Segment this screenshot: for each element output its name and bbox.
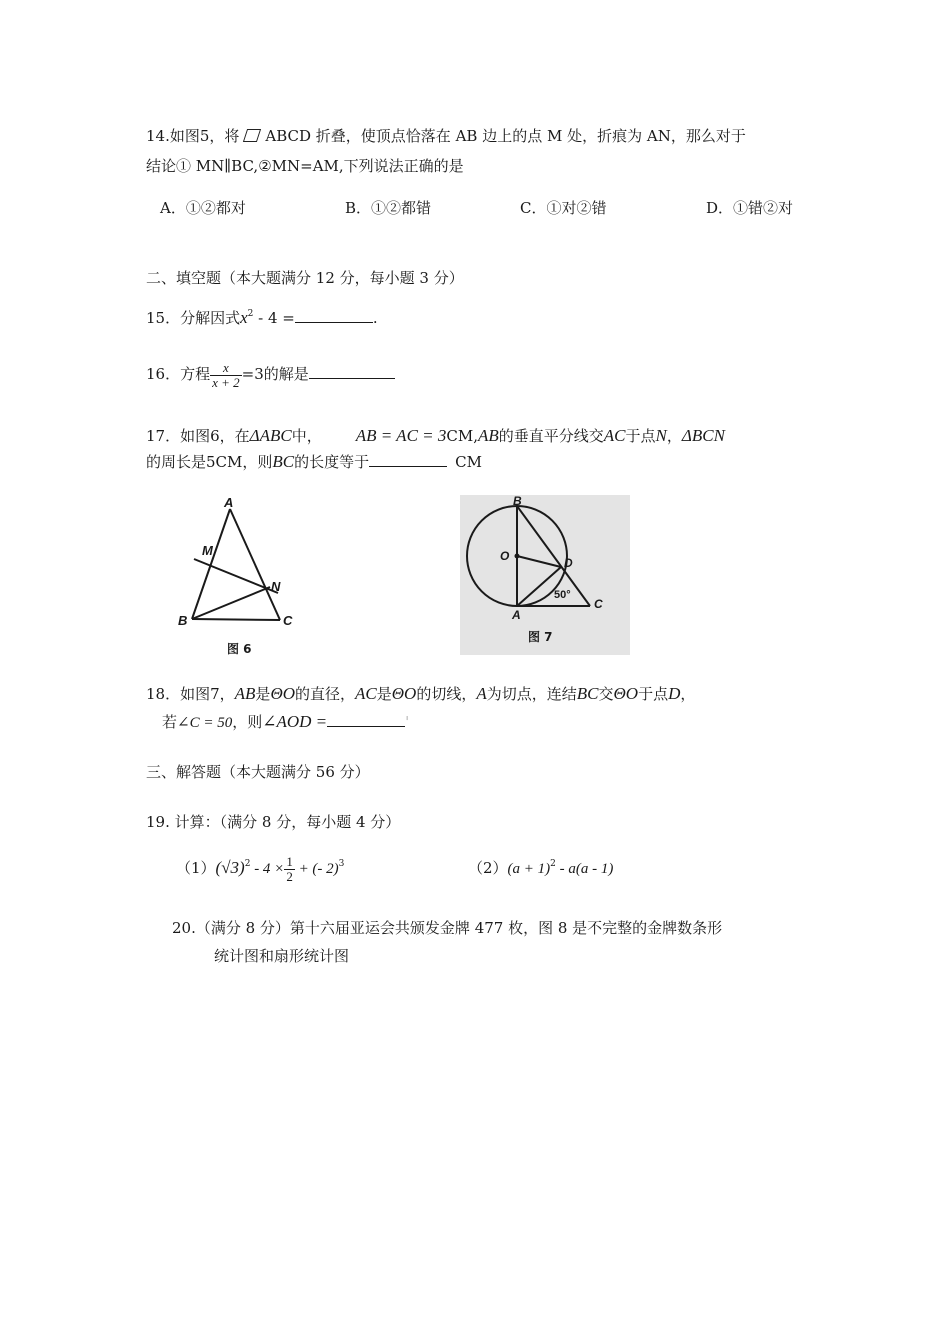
section2-heading: 二、填空题（本大题满分 12 分，每小题 3 分） <box>146 269 464 287</box>
q14-option-b: B．①②都错 <box>345 199 432 217</box>
fig7-label-c: C <box>594 597 603 611</box>
fig6-side-bc <box>192 619 280 620</box>
q18-line2: 若∠C = 50，则∠AOD = ' <box>162 712 410 731</box>
q17-line2: 的周长是5CM，则BC的长度等于 CM <box>146 452 482 471</box>
fig6-segment-bn <box>192 587 270 619</box>
q19-fraction: $\frac{1}{2}$ <box>286 853 293 884</box>
fig6-label-c: C <box>283 613 293 628</box>
fig6-caption: 图 6 <box>227 642 252 656</box>
q20-line1: 20.（满分 8 分）第十六届亚运会共颁发金牌 477 枚，图 8 是不完整的金牌数条形 <box>172 919 723 937</box>
q17-line1: 17．如图6，在ΔABC中， AB = AC = 3CM,AB的垂直平分线交AC于点N，ΔBCN <box>146 426 725 445</box>
fig6-label-a: A <box>224 495 234 510</box>
parallelogram-icon <box>243 129 261 142</box>
q18-line1: 18．如图7，AB是ΘO的直径，AC是ΘO的切线，A为切点，连结BC交ΘO于点D， <box>146 684 696 703</box>
q17-answer-blank[interactable] <box>369 452 447 467</box>
section3-heading: 三、解答题（本大题满分 56 分） <box>146 763 370 781</box>
q16: 16．方程 $\frac{x}{x + 2}$ =3的解是 <box>146 354 395 394</box>
fig6-label-b: B <box>178 613 188 628</box>
q14-line2: 结论① MN∥BC,②MN=AM,下列说法正确的是 <box>146 157 464 175</box>
q14-option-c: C．①对②错 <box>520 199 607 217</box>
q19-title: 19. 计算：（满分 8 分，每小题 4 分） <box>146 813 401 831</box>
q16-fraction: $\frac{x}{x + 2}$ <box>212 359 240 390</box>
q20-line2: 统计图和扇形统计图 <box>214 947 350 965</box>
q15: 15．分解因式$x^2 - 4$ = . <box>146 308 378 327</box>
fig7-label-a: A <box>512 608 521 622</box>
fig6-side-ac <box>230 509 280 620</box>
q19-part2: $(2)(a + 1)^2 - a(a - 1)$ <box>468 859 614 877</box>
q14-text-b: ABCD 折叠，使顶点恰落在 AB 边上的点 M 处，折痕为 AN，那么对于 <box>265 127 746 145</box>
q14-option-d: D．①错②对 <box>706 199 794 217</box>
fig7-caption: 图 7 <box>528 630 553 644</box>
figure-6 <box>172 495 312 660</box>
fig7-label-d: D <box>564 556 573 570</box>
q14-line1 <box>146 126 746 146</box>
fig7-label-o: O <box>500 549 510 563</box>
figure-7 <box>460 495 630 655</box>
q14-text-a: 14.如图5，将 <box>146 127 240 145</box>
fig7-angle-label: 50° <box>554 589 571 601</box>
fig6-label-n: N <box>271 579 281 594</box>
q16-answer-blank[interactable] <box>309 364 395 379</box>
fig7-label-b: B <box>513 495 522 508</box>
fig7-center-dot <box>515 554 520 559</box>
q18-answer-blank[interactable] <box>327 712 405 727</box>
fig6-label-m: M <box>202 543 213 558</box>
fig6-side-ab <box>192 509 230 619</box>
q14-option-a: A．①②都对 <box>160 199 246 217</box>
q19-part1: $(1)(√3)^2 - 4$ × $\frac{1}{2}$ + (- 2)$^3$ <box>176 853 345 884</box>
q15-answer-blank[interactable] <box>295 308 373 323</box>
